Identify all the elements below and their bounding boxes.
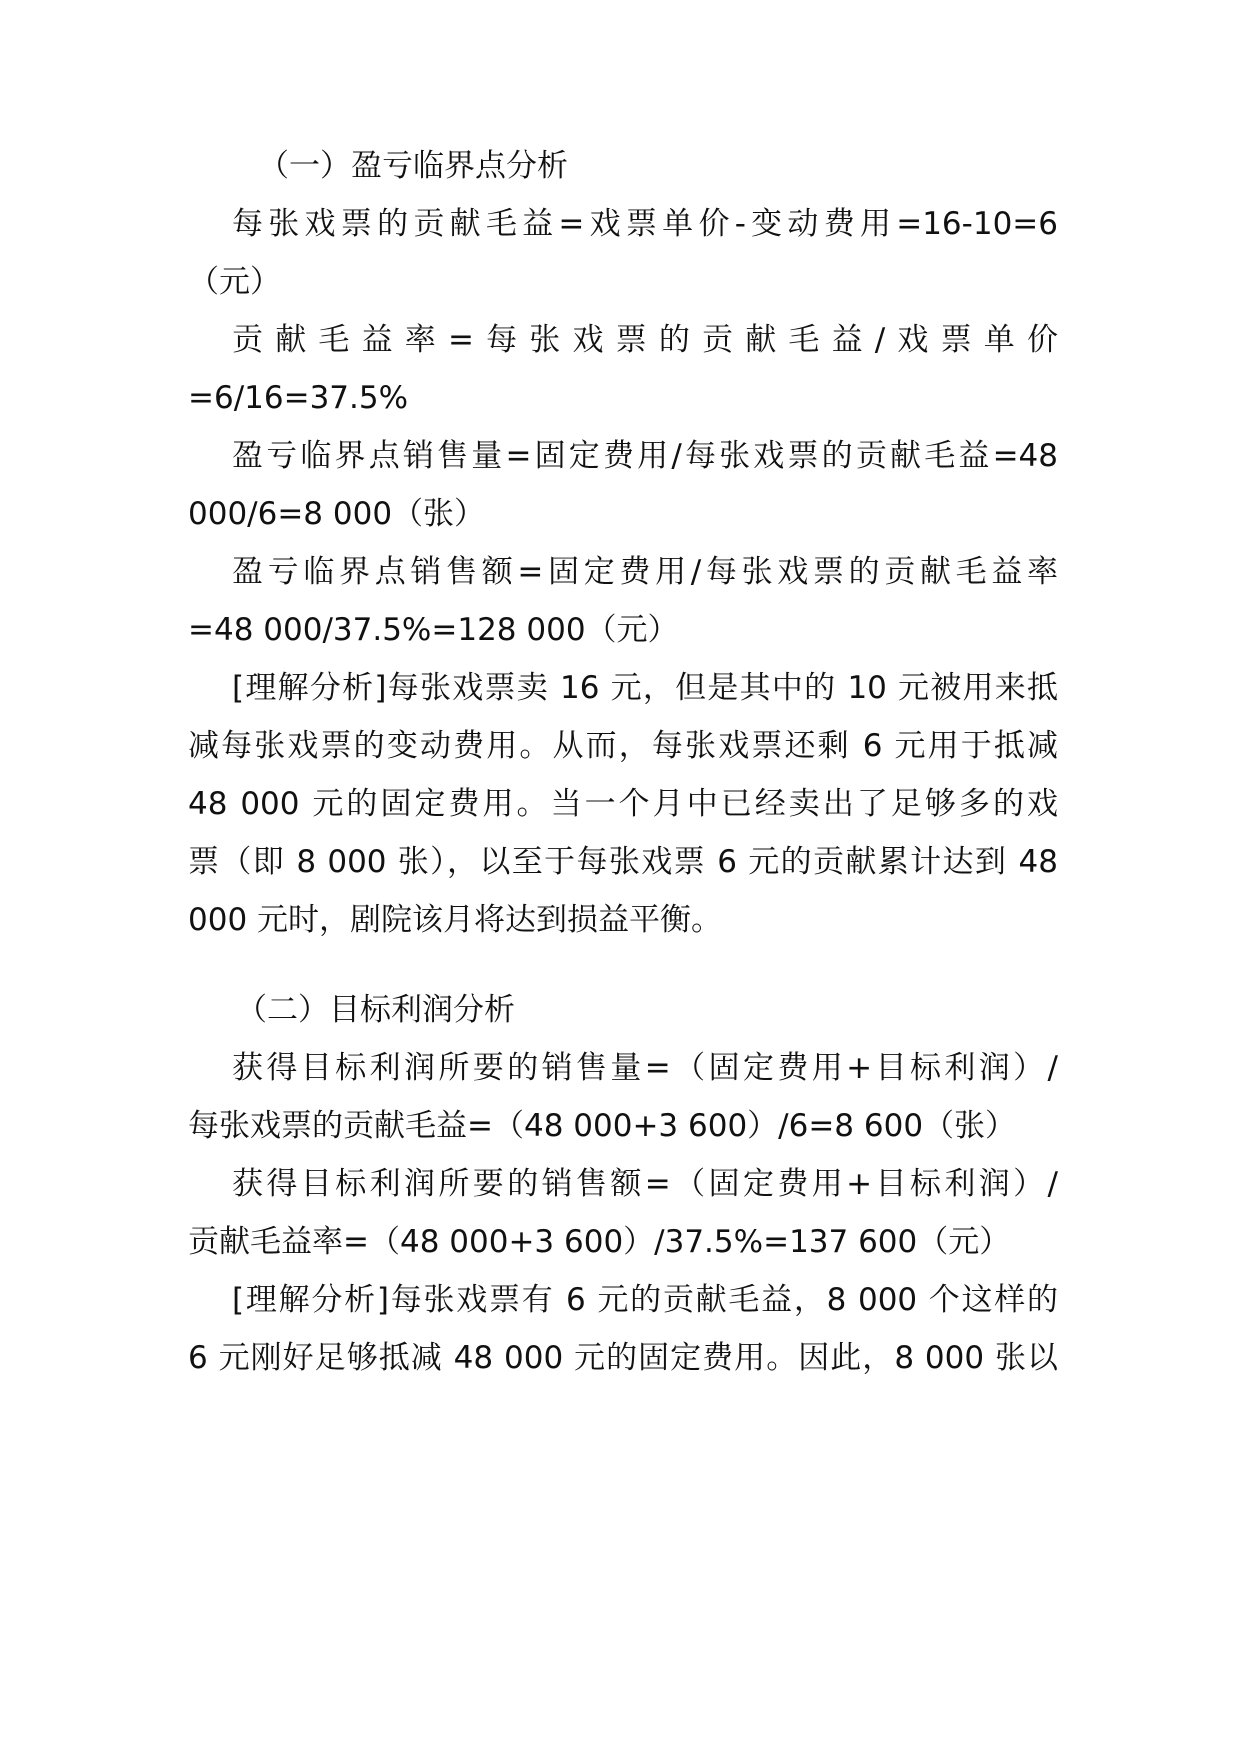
- section-heading-2: （二）目标利润分析: [236, 992, 515, 1028]
- paragraph-line: [理解分析]每张戏票有 6 元的贡献毛益，8 000 个这样的: [232, 1282, 1058, 1318]
- paragraph-line: 48 000 元的固定费用。当一个月中已经卖出了足够多的戏: [188, 786, 1058, 822]
- paragraph-line: 每张戏票的贡献毛益=（48 000+3 600）/6=8 600（张）: [188, 1108, 1017, 1144]
- paragraph-line: 贡献毛益率=（48 000+3 600）/37.5%=137 600（元）: [188, 1224, 1011, 1260]
- paragraph-line: 盈亏临界点销售额=固定费用/每张戏票的贡献毛益率: [232, 554, 1058, 590]
- paragraph-line: 000/6=8 000（张）: [188, 496, 486, 532]
- paragraph-line: 000 元时，剧院该月将达到损益平衡。: [188, 902, 723, 938]
- paragraph-line: 每张戏票的贡献毛益=戏票单价-变动费用=16-10=6: [232, 206, 1058, 242]
- paragraph-line: 获得目标利润所要的销售额=（固定费用+目标利润）/: [232, 1166, 1058, 1202]
- paragraph-line: 减每张戏票的变动费用。从而，每张戏票还剩 6 元用于抵减: [188, 728, 1058, 764]
- paragraph-line: =6/16=37.5%: [188, 380, 409, 416]
- paragraph-line: 获得目标利润所要的销售量=（固定费用+目标利润）/: [232, 1050, 1058, 1086]
- paragraph-line: [理解分析]每张戏票卖 16 元，但是其中的 10 元被用来抵: [232, 670, 1058, 706]
- section-heading-1: （一）盈亏临界点分析: [258, 148, 568, 184]
- paragraph-line: 盈亏临界点销售量=固定费用/每张戏票的贡献毛益=48: [232, 438, 1058, 474]
- paragraph-line: =48 000/37.5%=128 000（元）: [188, 612, 679, 648]
- paragraph-line: 贡献毛益率=每张戏票的贡献毛益/戏票单价: [232, 322, 1058, 358]
- paragraph-line: 6 元刚好足够抵减 48 000 元的固定费用。因此，8 000 张以: [188, 1340, 1058, 1376]
- paragraph-line: 票（即 8 000 张），以至于每张戏票 6 元的贡献累计达到 48: [188, 844, 1058, 880]
- paragraph-line: （元）: [188, 264, 281, 300]
